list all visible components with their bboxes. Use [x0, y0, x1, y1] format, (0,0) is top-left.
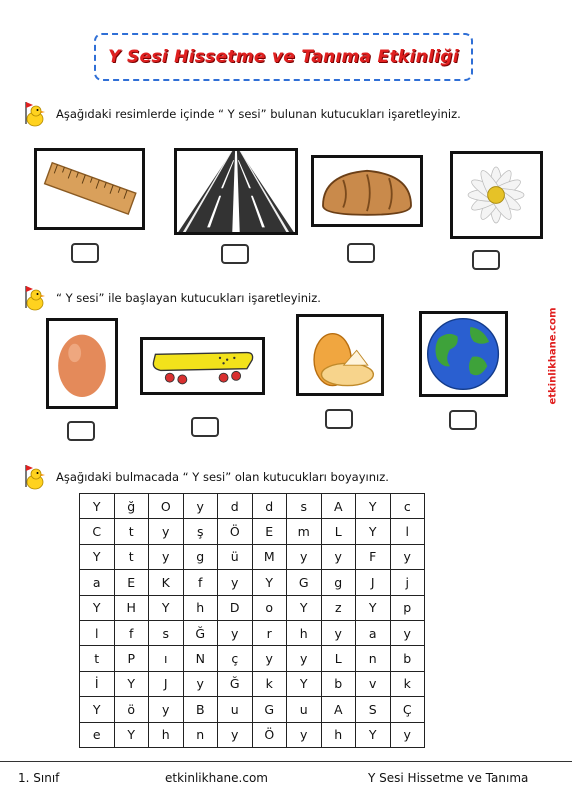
- puzzle-cell[interactable]: Y: [356, 595, 391, 620]
- puzzle-cell[interactable]: c: [390, 494, 425, 519]
- checkbox-road[interactable]: [221, 244, 249, 264]
- puzzle-cell[interactable]: S: [356, 697, 391, 722]
- checkbox-egg[interactable]: [67, 421, 95, 441]
- puzzle-cell[interactable]: ö: [114, 697, 149, 722]
- puzzle-cell[interactable]: O: [149, 494, 184, 519]
- puzzle-cell[interactable]: ı: [149, 646, 184, 671]
- puzzle-cell[interactable]: z: [321, 595, 356, 620]
- puzzle-row: [80, 722, 425, 747]
- puzzle-cell[interactable]: t: [114, 519, 149, 544]
- puzzle-cell[interactable]: Ç: [390, 697, 425, 722]
- puzzle-cell[interactable]: Y: [80, 697, 115, 722]
- puzzle-cell[interactable]: Y: [114, 722, 149, 747]
- puzzle-cell[interactable]: Y: [149, 595, 184, 620]
- footer-grade: 1. Sınıf: [18, 771, 60, 785]
- puzzle-cell[interactable]: y: [390, 722, 425, 747]
- puzzle-cell[interactable]: o: [252, 595, 287, 620]
- puzzle-cell[interactable]: h: [321, 722, 356, 747]
- puzzle-cell[interactable]: y: [218, 570, 253, 595]
- checkbox-cheese[interactable]: [325, 409, 353, 429]
- puzzle-row: [80, 620, 425, 645]
- puzzle-cell[interactable]: p: [390, 595, 425, 620]
- ruler-picture: [34, 148, 145, 230]
- puzzle-cell[interactable]: L: [321, 646, 356, 671]
- puzzle-cell[interactable]: Y: [80, 544, 115, 569]
- checkbox-skateboard[interactable]: [191, 417, 219, 437]
- puzzle-cell[interactable]: f: [183, 570, 218, 595]
- puzzle-cell[interactable]: y: [321, 544, 356, 569]
- checkbox-daisy[interactable]: [472, 250, 500, 270]
- puzzle-cell[interactable]: g: [183, 544, 218, 569]
- puzzle-cell[interactable]: Y: [356, 519, 391, 544]
- checkbox-bread[interactable]: [347, 243, 375, 263]
- puzzle-cell[interactable]: G: [252, 697, 287, 722]
- section2-instruction: “ Y sesi” ile başlayan kutucukları işaretleyiniz.: [56, 291, 321, 305]
- puzzle-cell[interactable]: M: [252, 544, 287, 569]
- puzzle-cell[interactable]: b: [390, 646, 425, 671]
- puzzle-cell[interactable]: ü: [218, 544, 253, 569]
- puzzle-cell[interactable]: a: [356, 620, 391, 645]
- puzzle-cell[interactable]: E: [114, 570, 149, 595]
- puzzle-cell[interactable]: A: [321, 697, 356, 722]
- puzzle-cell[interactable]: v: [356, 671, 391, 696]
- puzzle-cell[interactable]: Y: [80, 595, 115, 620]
- puzzle-cell[interactable]: s: [149, 620, 184, 645]
- puzzle-cell[interactable]: G: [287, 570, 322, 595]
- puzzle-row: [80, 646, 425, 671]
- puzzle-cell[interactable]: f: [114, 620, 149, 645]
- puzzle-row: [80, 519, 425, 544]
- puzzle-cell[interactable]: Ö: [218, 519, 253, 544]
- egg-picture: [46, 318, 118, 409]
- puzzle-cell[interactable]: y: [149, 697, 184, 722]
- puzzle-cell[interactable]: N: [183, 646, 218, 671]
- puzzle-cell[interactable]: Ğ: [183, 620, 218, 645]
- puzzle-row: [80, 697, 425, 722]
- puzzle-cell[interactable]: y: [287, 646, 322, 671]
- puzzle-row: [80, 671, 425, 696]
- puzzle-cell[interactable]: Y: [252, 570, 287, 595]
- puzzle-cell[interactable]: y: [149, 544, 184, 569]
- puzzle-cell[interactable]: y: [149, 519, 184, 544]
- puzzle-cell[interactable]: E: [252, 519, 287, 544]
- section3-instruction: Aşağıdaki bulmacada “ Y sesi” olan kutucukları boyayınız.: [56, 470, 389, 484]
- puzzle-cell[interactable]: k: [390, 671, 425, 696]
- puzzle-row: [80, 494, 425, 519]
- puzzle-cell[interactable]: Y: [114, 671, 149, 696]
- puzzle-cell[interactable]: a: [80, 570, 115, 595]
- puzzle-cell[interactable]: u: [218, 697, 253, 722]
- puzzle-row: [80, 544, 425, 569]
- puzzle-cell[interactable]: u: [287, 697, 322, 722]
- puzzle-cell[interactable]: h: [149, 722, 184, 747]
- puzzle-cell[interactable]: P: [114, 646, 149, 671]
- puzzle-cell[interactable]: l: [390, 519, 425, 544]
- puzzle-cell[interactable]: Y: [80, 494, 115, 519]
- section3-instruction-row: [20, 463, 389, 491]
- puzzle-cell[interactable]: B: [183, 697, 218, 722]
- puzzle-cell[interactable]: İ: [80, 671, 115, 696]
- puzzle-cell[interactable]: g: [321, 570, 356, 595]
- puzzle-cell[interactable]: d: [218, 494, 253, 519]
- puzzle-cell[interactable]: t: [114, 544, 149, 569]
- puzzle-cell[interactable]: K: [149, 570, 184, 595]
- puzzle-cell[interactable]: h: [183, 595, 218, 620]
- puzzle-cell[interactable]: L: [321, 519, 356, 544]
- chick-flag-icon: [20, 463, 48, 491]
- puzzle-cell[interactable]: Y: [287, 671, 322, 696]
- puzzle-row: [80, 595, 425, 620]
- puzzle-cell[interactable]: t: [80, 646, 115, 671]
- cheese-picture: [296, 314, 384, 396]
- skateboard-picture: [140, 337, 265, 395]
- puzzle-cell[interactable]: y: [252, 646, 287, 671]
- puzzle-cell[interactable]: h: [287, 620, 322, 645]
- puzzle-cell[interactable]: J: [356, 570, 391, 595]
- page-title: Y Sesi Hissetme ve Tanıma Etkinliği: [108, 47, 459, 67]
- daisy-picture: [450, 151, 543, 239]
- footer-topic: Y Sesi Hissetme ve Tanıma: [368, 771, 529, 785]
- puzzle-cell[interactable]: y: [390, 544, 425, 569]
- puzzle-cell[interactable]: C: [80, 519, 115, 544]
- road-picture: [174, 148, 298, 235]
- puzzle-cell[interactable]: ç: [218, 646, 253, 671]
- puzzle-cell[interactable]: y: [321, 620, 356, 645]
- puzzle-cell[interactable]: e: [80, 722, 115, 747]
- section1-instruction: Aşağıdaki resimlerde içinde “ Y sesi” bulunan kutucukları işaretleyiniz.: [56, 107, 461, 121]
- puzzle-row: [80, 570, 425, 595]
- puzzle-cell[interactable]: D: [218, 595, 253, 620]
- puzzle-cell[interactable]: l: [80, 620, 115, 645]
- puzzle-cell[interactable]: k: [252, 671, 287, 696]
- puzzle-cell[interactable]: b: [321, 671, 356, 696]
- section1-instruction-row: [20, 100, 461, 128]
- puzzle-cell[interactable]: Ö: [252, 722, 287, 747]
- section2-instruction-row: [20, 284, 321, 312]
- puzzle-cell[interactable]: y: [390, 620, 425, 645]
- checkbox-globe[interactable]: [449, 410, 477, 430]
- side-watermark: etkinlikhane.com: [547, 307, 559, 405]
- puzzle-cell[interactable]: y: [287, 722, 322, 747]
- puzzle-cell[interactable]: y: [183, 494, 218, 519]
- puzzle-cell[interactable]: n: [183, 722, 218, 747]
- puzzle-cell[interactable]: j: [390, 570, 425, 595]
- puzzle-cell[interactable]: H: [114, 595, 149, 620]
- puzzle-cell[interactable]: ğ: [114, 494, 149, 519]
- puzzle-cell[interactable]: y: [287, 544, 322, 569]
- letter-puzzle-grid: [79, 493, 425, 748]
- puzzle-cell[interactable]: A: [321, 494, 356, 519]
- puzzle-cell[interactable]: s: [287, 494, 322, 519]
- globe-picture: [419, 311, 508, 397]
- puzzle-cell[interactable]: n: [356, 646, 391, 671]
- chick-flag-icon: [20, 284, 48, 312]
- puzzle-cell[interactable]: d: [252, 494, 287, 519]
- puzzle-cell[interactable]: F: [356, 544, 391, 569]
- puzzle-cell[interactable]: J: [149, 671, 184, 696]
- footer-divider: [0, 761, 572, 762]
- bread-picture: [311, 155, 423, 227]
- puzzle-cell[interactable]: Y: [287, 595, 322, 620]
- puzzle-cell[interactable]: r: [252, 620, 287, 645]
- footer-website: etkinlikhane.com: [165, 771, 268, 785]
- puzzle-cell[interactable]: Y: [356, 494, 391, 519]
- puzzle-cell[interactable]: ş: [183, 519, 218, 544]
- puzzle-cell[interactable]: Y: [356, 722, 391, 747]
- puzzle-cell[interactable]: y: [183, 671, 218, 696]
- checkbox-ruler[interactable]: [71, 243, 99, 263]
- title-box: [94, 33, 473, 81]
- puzzle-cell[interactable]: y: [218, 722, 253, 747]
- puzzle-cell[interactable]: m: [287, 519, 322, 544]
- puzzle-cell[interactable]: y: [218, 620, 253, 645]
- chick-flag-icon: [20, 100, 48, 128]
- puzzle-cell[interactable]: Ğ: [218, 671, 253, 696]
